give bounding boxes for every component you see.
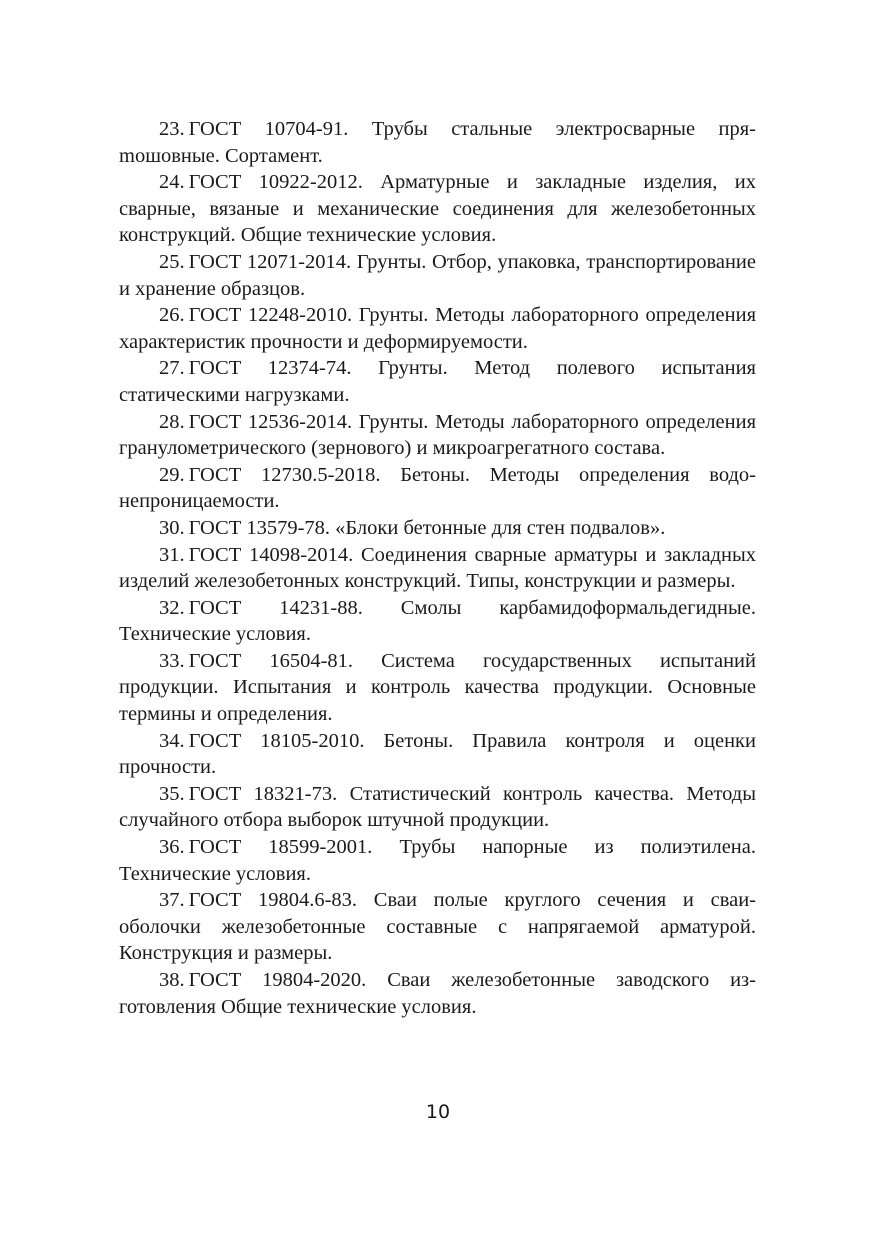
- reference-item: [119, 887, 756, 967]
- reference-number: 25.: [159, 250, 185, 273]
- reference-number: 27.: [159, 357, 185, 380]
- reference-text: ГОСТ 14098-2014. Соединения сварные арматуры и закладных изделий железобетонных конструкций. Типы, конструкции и размеры.: [119, 543, 756, 593]
- reference-number: 23.: [159, 118, 185, 140]
- reference-item: [119, 409, 756, 462]
- reference-number: 26.: [159, 304, 185, 327]
- reference-text: ГОСТ 18599-2001. Трубы напорные из полиэтилена. Технические условия.: [119, 836, 756, 885]
- reference-text: ГОСТ 12536-2014. Грунты. Методы лабораторного определения гранулометрического (зернового) и микроагрегатного состава.: [119, 410, 756, 460]
- reference-number: 24.: [159, 171, 185, 194]
- reference-item: [119, 834, 756, 887]
- reference-number: 36.: [159, 836, 185, 859]
- reference-number: 30.: [159, 516, 185, 539]
- reference-item: [119, 542, 756, 595]
- reference-text: ГОСТ 10922-2012. Арматурные и закладные изделия, их сварные, вязаные и механические соединения для железобетонных конструкций. Общие технические условия.: [119, 171, 756, 247]
- reference-text: ГОСТ 19804-2020. Сваи железобетонные заводского изготовления Общие технические условия.: [119, 969, 756, 1018]
- reference-number: 28.: [159, 410, 185, 433]
- reference-text: ГОСТ 16504-81. Система государственных испытаний продукции. Испытания и контроль качества продукции. Основные термины и определения.: [119, 649, 756, 726]
- reference-number: 37.: [159, 889, 185, 912]
- page-number: 10: [425, 1101, 451, 1123]
- reference-item: [119, 781, 756, 834]
- reference-text: ГОСТ 10704-91. Трубы стальные электросварные пряmошовные. Сортамент.: [119, 118, 756, 167]
- reference-item: [119, 249, 756, 302]
- reference-number: 35.: [159, 782, 185, 805]
- reference-item: [119, 728, 756, 781]
- reference-text: ГОСТ 18105-2010. Бетоны. Правила контроля и оценки прочности.: [119, 729, 756, 779]
- reference-item: [119, 648, 756, 728]
- reference-text: ГОСТ 13579-78. «Блоки бетонные для стен подвалов».: [188, 516, 666, 539]
- reference-list: [119, 116, 756, 1020]
- reference-item: [119, 169, 756, 249]
- reference-item: [119, 302, 756, 355]
- reference-item: [119, 967, 756, 1020]
- reference-text: ГОСТ 12248-2010. Грунты. Методы лабораторного определения характеристик прочности и деформируемости.: [119, 304, 756, 353]
- reference-item: [119, 462, 756, 515]
- reference-number: 32.: [159, 596, 185, 619]
- reference-number: 33.: [159, 649, 185, 672]
- reference-number: 34.: [159, 729, 185, 752]
- reference-text: ГОСТ 14231-88. Смолы карбамидоформальдегидные. Технические условия.: [119, 596, 756, 646]
- reference-item: [119, 116, 756, 169]
- reference-text: ГОСТ 19804.6-83. Сваи полые круглого сечения и сваи-оболочки железобетонные составные с напрягаемой арматурой. Конструкция и размеры.: [119, 889, 756, 965]
- reference-item: [119, 355, 756, 408]
- reference-text: ГОСТ 12730.5-2018. Бетоны. Методы определения водонепроницаемости.: [119, 463, 756, 513]
- reference-text: ГОСТ 12071-2014. Грунты. Отбор, упаковка, транспортирование и хранение образцов.: [119, 250, 756, 300]
- reference-text: ГОСТ 18321-73. Статистический контроль качества. Методы случайного отбора выборок штучной продукции.: [119, 782, 756, 832]
- reference-number: 31.: [159, 543, 185, 566]
- reference-number: 29.: [159, 463, 185, 486]
- reference-item: [119, 515, 756, 542]
- reference-item: [119, 595, 756, 648]
- reference-text: ГОСТ 12374-74. Грунты. Метод полевого испытания статическими нагрузками.: [119, 357, 756, 406]
- reference-number: 38.: [159, 969, 185, 991]
